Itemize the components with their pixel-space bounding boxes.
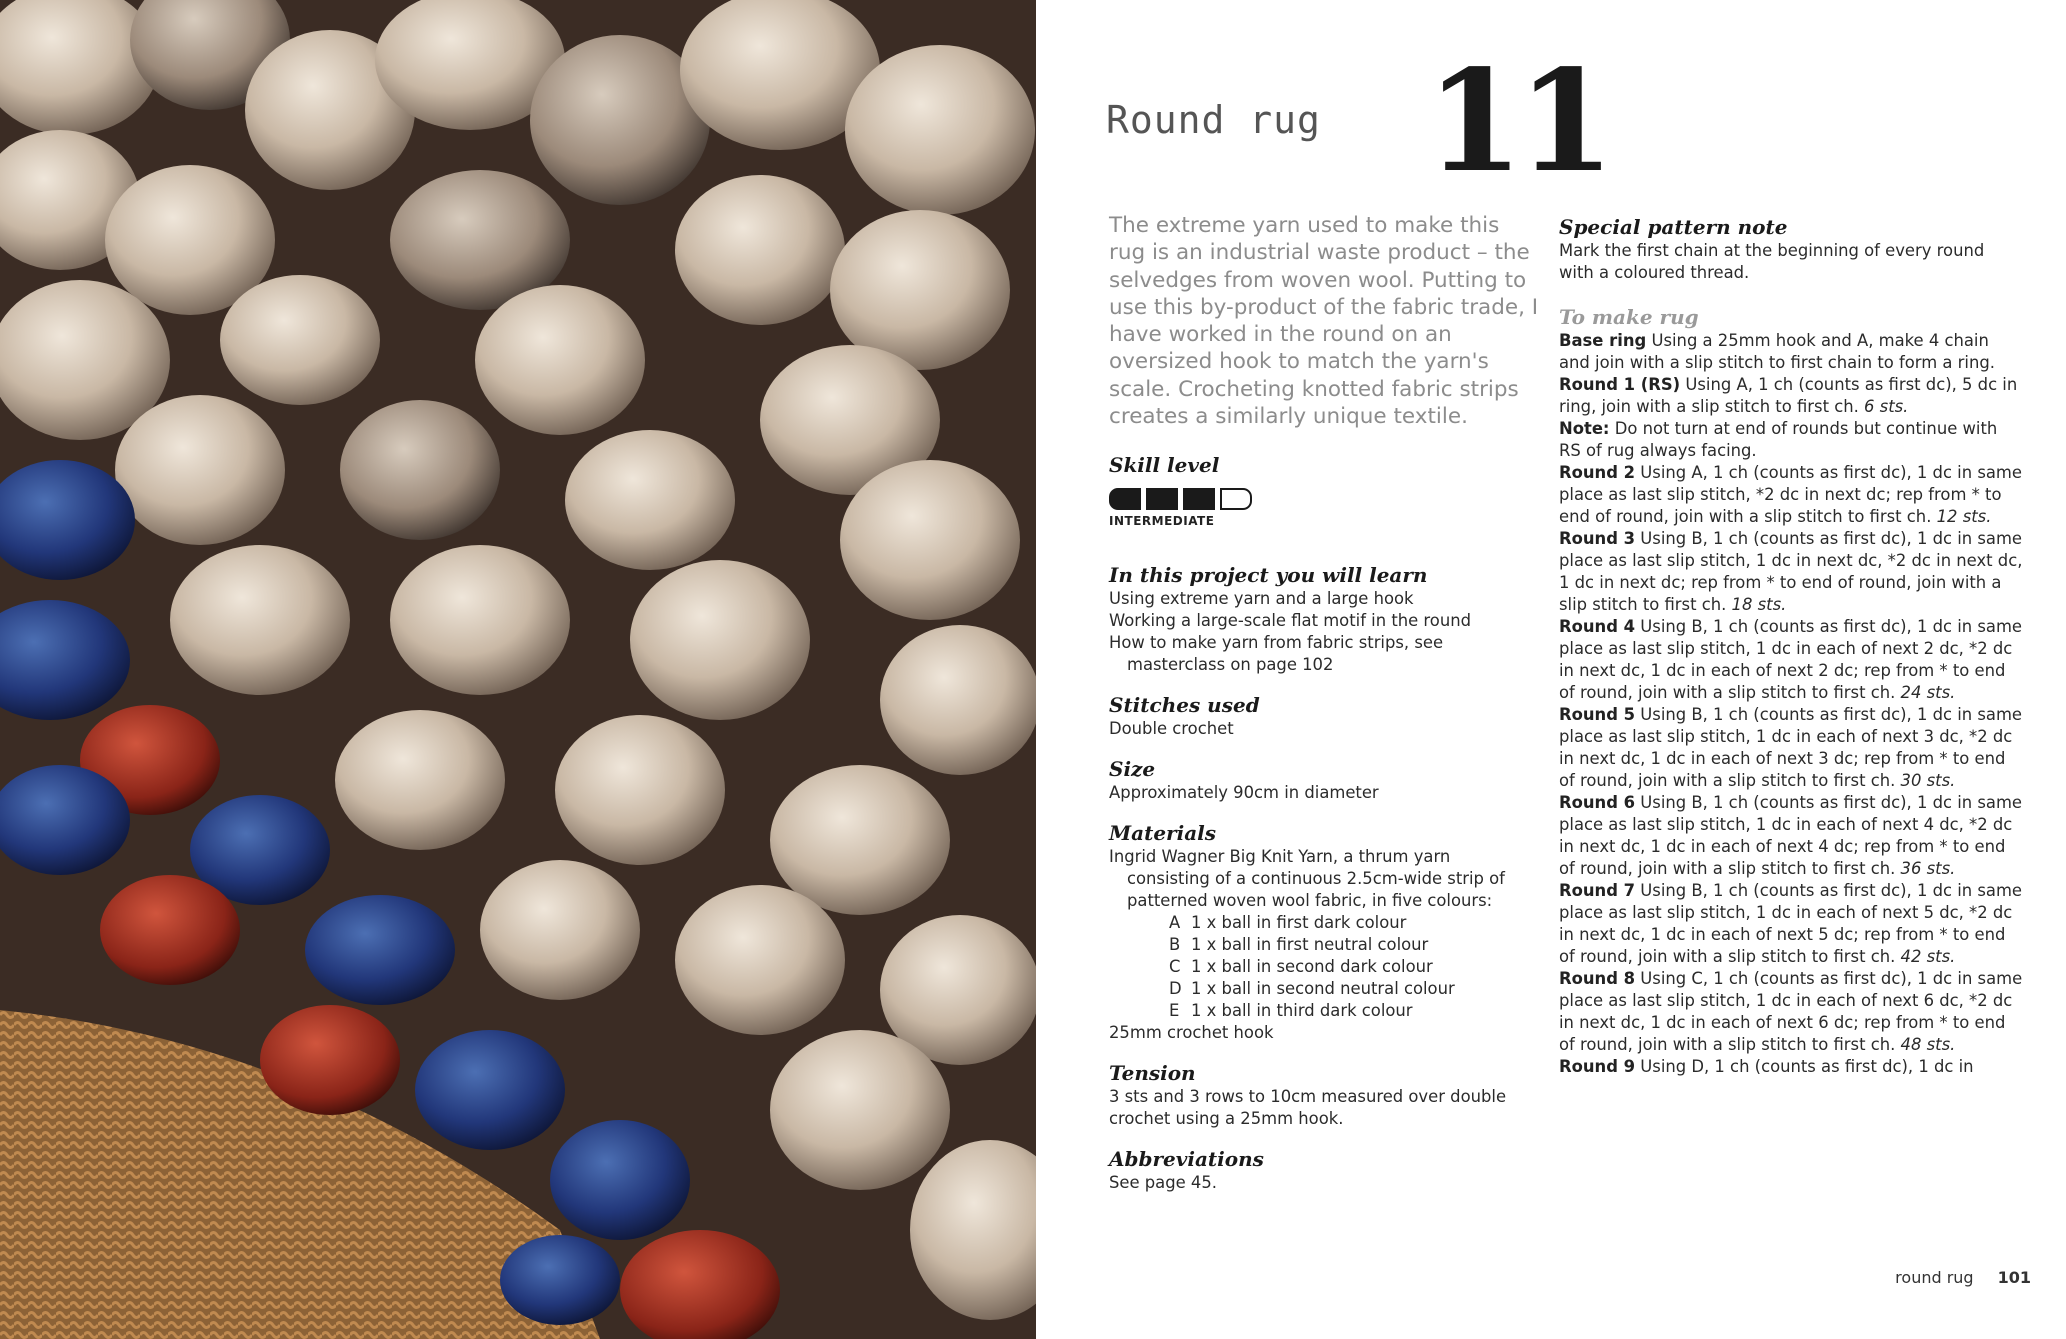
pattern-round: Round 5 Using B, 1 ch (counts as first dc), 1 dc in same place as last slip stitch, 1 dc in each of next 3 dc, *2 dc in next dc, 1 dc in each of next 3 dc; rep from * to end of round, join with a slip stitch to first ch. 30 sts. xyxy=(1559,705,2022,790)
size-text: Approximately 90cm in diameter xyxy=(1109,783,1379,803)
pattern-round: Round 3 Using B, 1 ch (counts as first dc), 1 dc in same place as last slip stitch, 1 dc in next dc, *2 dc in next dc, 1 dc in next dc; rep from * to end of round, join with a slip stitch to first ch. 18 sts. xyxy=(1559,529,2023,614)
pattern-round: Round 4 Using B, 1 ch (counts as first dc), 1 dc in same place as last slip stitch, 1 dc in each of next 2 dc, *2 dc in next dc, 1 dc in each of next 2 dc; rep from * to end of round, join with a slip stitch to first ch. 24 sts. xyxy=(1559,617,2022,702)
materials-line: consisting of a continuous 2.5cm-wide strip of xyxy=(1127,869,1505,889)
pattern-round: Round 7 Using B, 1 ch (counts as first dc), 1 dc in same place as last slip stitch, 1 dc in each of next 5 dc, *2 dc in next dc, 1 dc in each of next 5 dc; rep from * to end of round, join with a slip stitch to first ch. 42 sts. xyxy=(1559,881,2022,966)
skill-section xyxy=(1109,452,1541,528)
stitches-section xyxy=(1109,692,1541,740)
left-column xyxy=(1109,212,1541,1194)
stitches-text: Double crochet xyxy=(1109,719,1234,739)
stitches-heading: Stitches used xyxy=(1109,693,1260,718)
material-colour-row: D 1 x ball in second neutral colour xyxy=(1169,979,1455,999)
pattern-round: Round 8 Using C, 1 ch (counts as first dc), 1 dc in same place as last slip stitch, 1 dc in each of next 6 dc, *2 dc in next dc, 1 dc in each of next 6 dc; rep from * to end of round, join with a slip stitch to first ch. 48 sts. xyxy=(1559,969,2023,1054)
learn-heading: In this project you will learn xyxy=(1109,563,1428,588)
size-section xyxy=(1109,756,1541,804)
tension-heading: Tension xyxy=(1109,1061,1196,1086)
skill-segment xyxy=(1183,488,1215,510)
learn-item: Using extreme yarn and a large hook xyxy=(1109,589,1414,609)
abbreviations-heading: Abbreviations xyxy=(1109,1147,1264,1172)
intro-paragraph: The extreme yarn used to make this rug is an industrial waste product – the selvedges from woven wool. Putting to use this by-product of the fabric trade, I have worked in the round on an oversized hook to match the yarn's scale. Crocheting knotted fabric strips creates a similarly unique textile. xyxy=(1109,213,1539,430)
materials-line: Ingrid Wagner Big Knit Yarn, a thrum yarn xyxy=(1109,847,1451,867)
text-page xyxy=(1036,0,2066,1339)
pattern-round: Note: Do not turn at end of rounds but continue with RS of rug always facing. xyxy=(1559,419,1998,460)
abbreviations-text: See page 45. xyxy=(1109,1173,1217,1193)
material-colour-row: B 1 x ball in first neutral colour xyxy=(1169,935,1429,955)
special-note-text: Mark the first chain at the beginning of every round with a coloured thread. xyxy=(1559,241,1985,282)
make-heading: To make rug xyxy=(1559,305,1699,329)
tension-section xyxy=(1109,1060,1541,1130)
learn-item: How to make yarn from fabric strips, see xyxy=(1109,633,1444,653)
skill-heading: Skill level xyxy=(1109,453,1220,478)
size-heading: Size xyxy=(1109,757,1156,782)
right-column xyxy=(1559,214,2024,1078)
skill-label: INTERMEDIATE xyxy=(1109,514,1215,529)
skill-segment xyxy=(1109,488,1141,510)
page-title: Round rug xyxy=(1106,98,1321,142)
running-title: round rug xyxy=(1895,1268,1974,1287)
learn-item: masterclass on page 102 xyxy=(1127,655,1334,675)
skill-segment xyxy=(1146,488,1178,510)
learn-item: Working a large-scale flat motif in the round xyxy=(1109,611,1472,631)
materials-section xyxy=(1109,820,1541,1044)
material-colour-row: A 1 x ball in first dark colour xyxy=(1169,913,1407,933)
skill-level-bar xyxy=(1109,488,1541,510)
materials-line: patterned woven wool fabric, in five colours: xyxy=(1127,891,1493,911)
special-note-heading: Special pattern note xyxy=(1559,215,1788,239)
pattern-round: Round 2 Using A, 1 ch (counts as first dc), 1 dc in same place as last slip stitch, *2 dc in next dc; rep from * to end of round, join with a slip stitch to first ch. 12 sts. xyxy=(1559,463,2022,526)
rounds-list xyxy=(1559,330,2024,1078)
skill-segment xyxy=(1220,488,1252,510)
pattern-round: Round 6 Using B, 1 ch (counts as first dc), 1 dc in same place as last slip stitch, 1 dc in each of next 4 dc, *2 dc in next dc, 1 dc in each of next 4 dc; rep from * to end of round, join with a slip stitch to first ch. 36 sts. xyxy=(1559,793,2022,878)
materials-heading: Materials xyxy=(1109,821,1217,846)
material-colour-row: C 1 x ball in second dark colour xyxy=(1169,957,1433,977)
pattern-round: Round 9 Using D, 1 ch (counts as first dc), 1 dc in xyxy=(1559,1057,1974,1076)
page-footer xyxy=(1895,1268,2031,1287)
abbreviations-section xyxy=(1109,1146,1541,1194)
page-number: 101 xyxy=(1997,1268,2031,1287)
chapter-number: 11 xyxy=(1426,40,1609,204)
tension-text: 3 sts and 3 rows to 10cm measured over double crochet using a 25mm hook. xyxy=(1109,1087,1507,1129)
pattern-round: Round 1 (RS) Using A, 1 ch (counts as first dc), 5 dc in ring, join with a slip stitch to first ch. 6 sts. xyxy=(1559,375,2018,416)
pattern-round: Base ring Using a 25mm hook and A, make 4 chain and join with a slip stitch to first chain to form a ring. xyxy=(1559,331,1995,372)
material-colour-row: E 1 x ball in third dark colour xyxy=(1169,1001,1413,1021)
learn-section xyxy=(1109,562,1541,676)
materials-hook: 25mm crochet hook xyxy=(1109,1023,1274,1043)
